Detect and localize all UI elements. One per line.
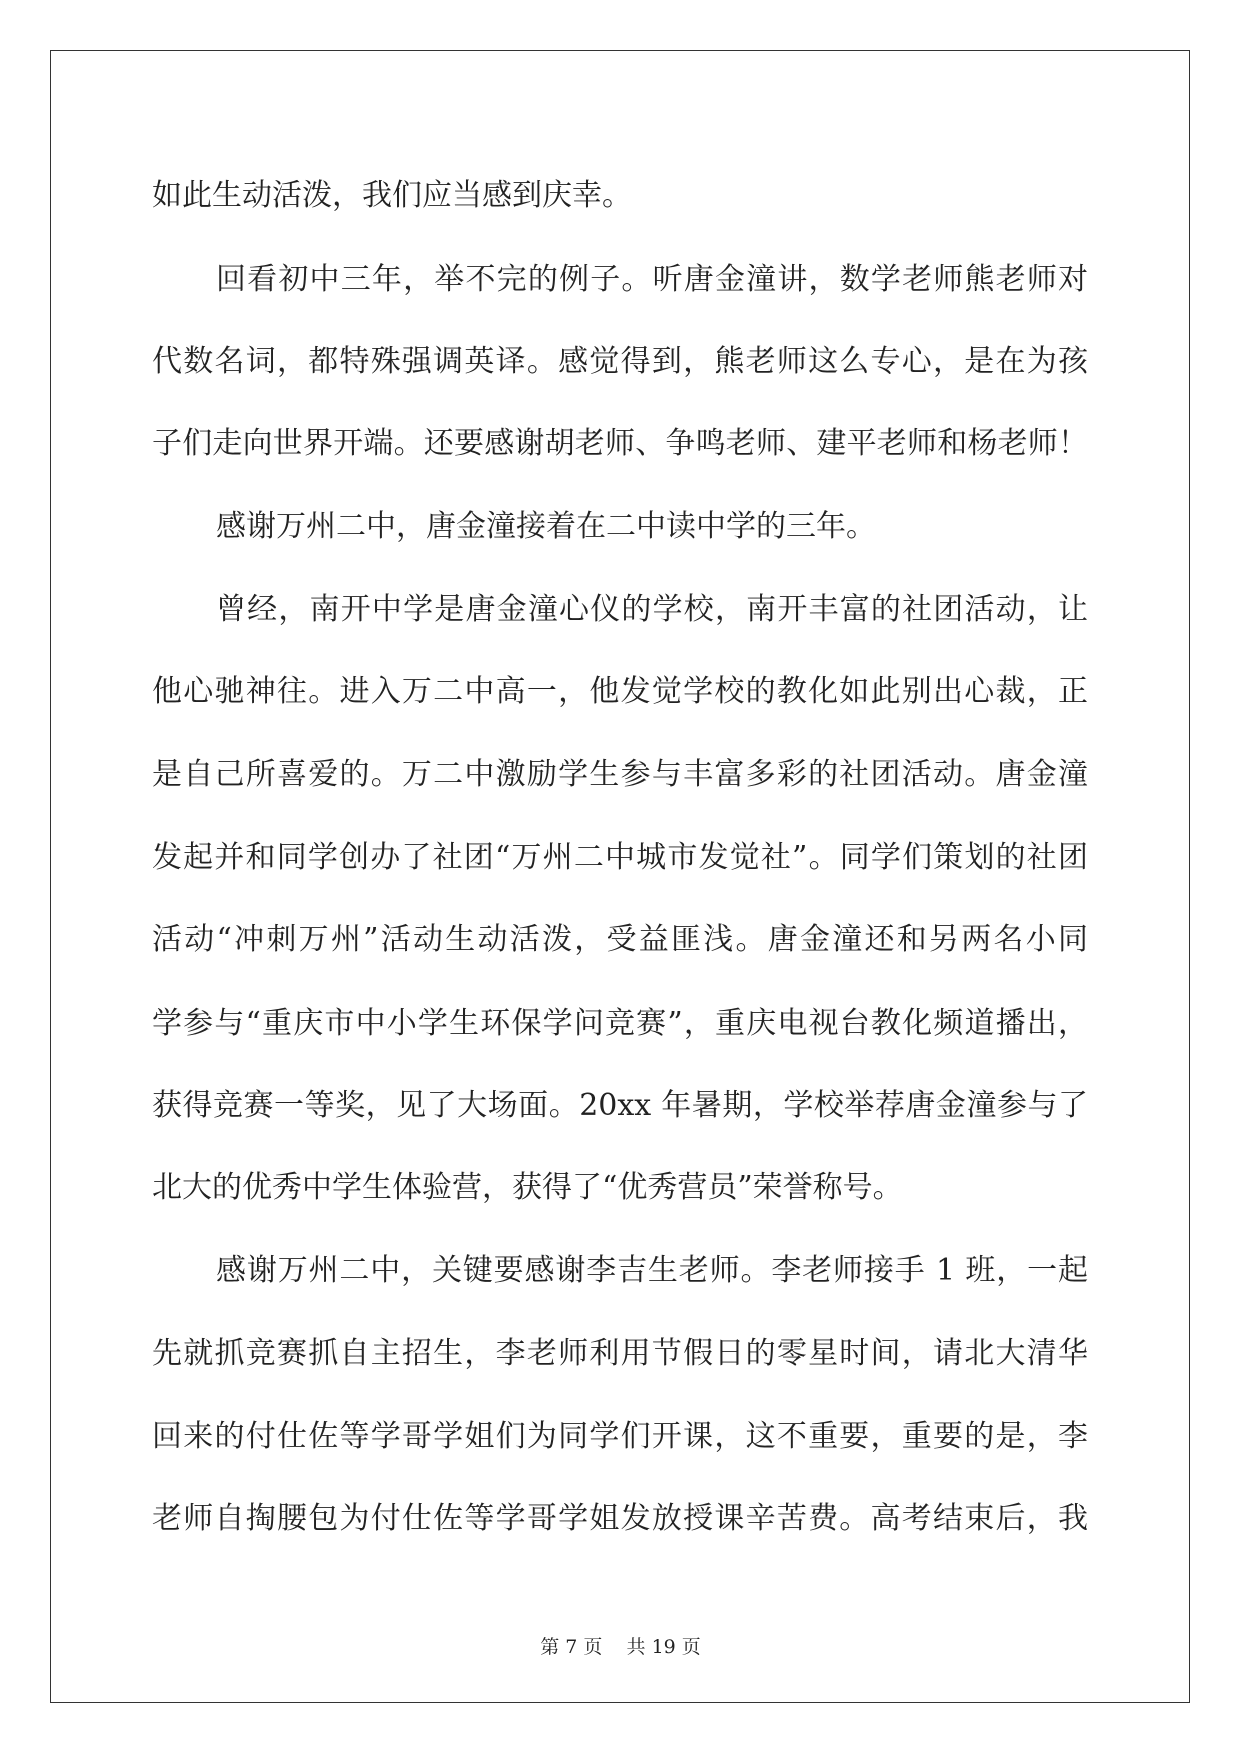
paragraph-line: 是自己所喜爱的。万二中激励学生参与丰富多彩的社团活动。唐金潼 (152, 757, 1088, 792)
paragraph-line: 回看初中三年，举不完的例子。听唐金潼讲，数学老师熊老师对 (216, 262, 1088, 297)
paragraph-line: 回来的付仕佐等学哥学姐们为同学们开课，这不重要，重要的是，李 (152, 1419, 1088, 1454)
paragraph-line: 他心驰神往。进入万二中高一，他发觉学校的教化如此别出心裁，正 (152, 674, 1088, 709)
paragraph-line: 先就抓竞赛抓自主招生，李老师利用节假日的零星时间，请北大清华 (152, 1336, 1088, 1371)
paragraph-line: 感谢万州二中，唐金潼接着在二中读中学的三年。 (216, 509, 876, 544)
paragraph-line: 学参与“重庆市中小学生环保学问竞赛”，重庆电视台教化频道播出， (152, 1006, 1088, 1041)
paragraph-line: 感谢万州二中，关键要感谢李吉生老师。李老师接手 1 班，一起 (216, 1253, 1088, 1288)
paragraph-line: 发起并和同学创办了社团“万州二中城市发觉社”。同学们策划的社团 (152, 840, 1088, 875)
paragraph-line: 如此生动活泼，我们应当感到庆幸。 (152, 178, 632, 213)
paragraph-line: 曾经，南开中学是唐金潼心仪的学校，南开丰富的社团活动，让 (216, 592, 1088, 627)
paragraph-line: 老师自掏腰包为付仕佐等学哥学姐发放授课辛苦费。高考结束后，我 (152, 1501, 1088, 1536)
paragraph-line: 活动“冲刺万州”活动生动活泼，受益匪浅。唐金潼还和另两名小同 (152, 922, 1088, 957)
paragraph-line: 代数名词，都特殊强调英译。感觉得到，熊老师这么专心，是在为孩 (152, 344, 1088, 379)
paragraph-line: 北大的优秀中学生体验营，获得了“优秀营员”荣誉称号。 (152, 1170, 903, 1205)
page-number: 第 7 页 共 19 页 (540, 1636, 701, 1658)
paragraph-line: 子们走向世界开端。还要感谢胡老师、争鸣老师、建平老师和杨老师！ (152, 426, 1088, 461)
paragraph-line: 获得竞赛一等奖，见了大场面。20xx 年暑期，学校举荐唐金潼参与了 (152, 1088, 1088, 1123)
